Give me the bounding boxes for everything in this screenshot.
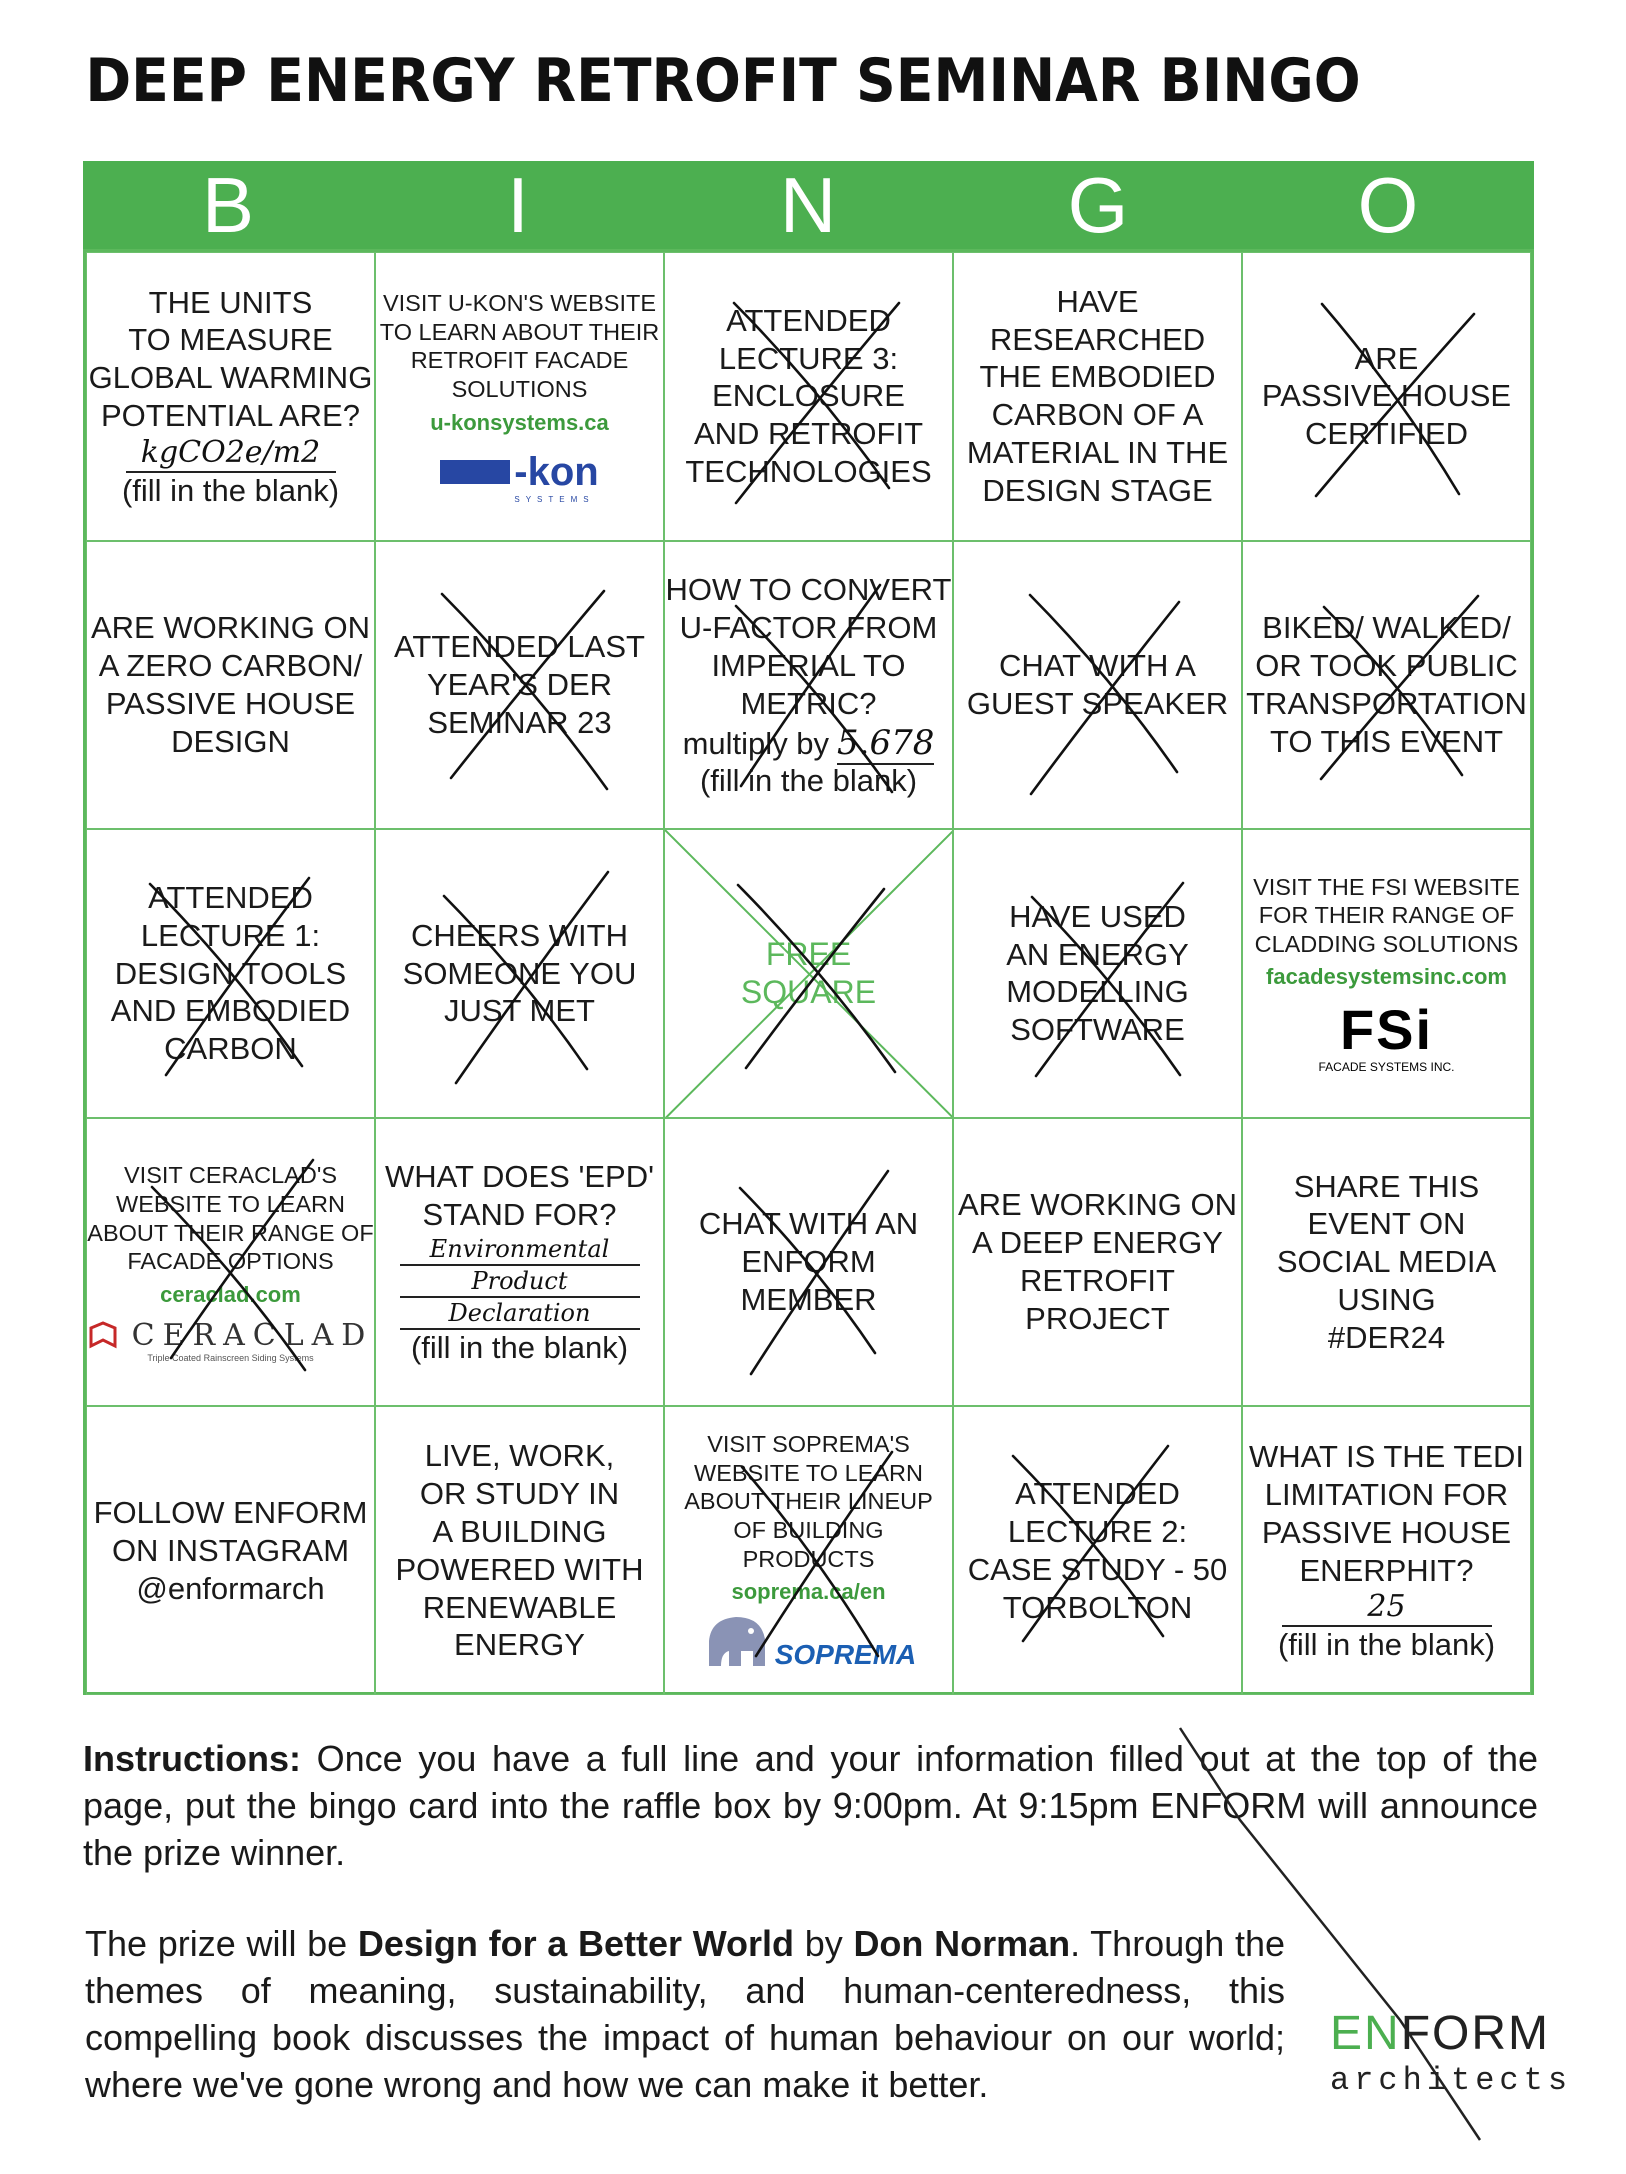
- sponsor-website-link[interactable]: u-konsystems.ca: [430, 409, 609, 435]
- header-letter-i: I: [507, 161, 529, 249]
- bingo-cell-n-3[interactable]: [664, 829, 953, 1118]
- cell-text: SHARE THIS EVENT ON SOCIAL MEDIA USING #DER24: [1276, 1168, 1497, 1355]
- fsi-logo: FSi: [1339, 998, 1434, 1062]
- ceraclad-logo: [88, 1318, 374, 1353]
- cell-text: THE UNITS TO MEASURE GLOBAL WARMING POTENTIAL ARE?: [88, 284, 373, 434]
- soprema-logo: [701, 1611, 917, 1671]
- prize-text: [85, 1920, 1285, 2108]
- bingo-cell-i-4[interactable]: [375, 1118, 664, 1407]
- bingo-cell-n-1[interactable]: [664, 252, 953, 541]
- bingo-cell-i-2[interactable]: [375, 541, 664, 830]
- bingo-cell-n-2[interactable]: [664, 541, 953, 830]
- prize-description: . Through the themes of meaning, sustainability, and human-centeredness, this compelling book discusses the impact of human behaviour on our world; where we've gone wrong and how we can make it better.: [85, 1923, 1286, 2105]
- cell-text: HAVE USED AN ENERGY MODELLING SOFTWARE: [1006, 898, 1189, 1048]
- cell-text: VISIT THE FSI WEBSITE FOR THEIR RANGE OF CLADDING SOLUTIONS: [1253, 873, 1520, 957]
- cell-text: WHAT DOES 'EPD' STAND FOR?: [384, 1159, 655, 1233]
- fill-in-the-blank-label: (fill in the blank): [1277, 1627, 1496, 1663]
- bingo-cell-b-4[interactable]: [86, 1118, 375, 1407]
- bingo-header: [83, 161, 1534, 249]
- cell-text: ATTENDED LECTURE 3: ENCLOSURE AND RETROFIT TECHNOLOGIES: [685, 302, 932, 490]
- cell-answer-handwritten[interactable]: 25: [1282, 1589, 1492, 1627]
- cell-text: ARE WORKING ON A DEEP ENERGY RETROFIT PROJECT: [957, 1187, 1237, 1336]
- cell-text: VISIT CERACLAD'S WEBSITE TO LEARN ABOUT THEIR RANGE OF FACADE OPTIONS: [87, 1162, 374, 1275]
- cell-answer-row: [683, 723, 935, 763]
- cell-answer-line-3[interactable]: Declaration: [400, 1298, 640, 1330]
- cell-text: HOW TO CONVERT U-FACTOR FROM IMPERIAL TO METRIC?: [665, 572, 952, 721]
- cell-text: ARE PASSIVE HOUSE CERTIFIED: [1261, 340, 1512, 452]
- bingo-cell-g-5[interactable]: [953, 1406, 1242, 1695]
- elephant-icon: [701, 1611, 771, 1671]
- cell-text: CHEERS WITH SOMEONE YOU JUST MET: [402, 917, 637, 1029]
- bingo-grid: [83, 249, 1534, 1695]
- fill-in-the-blank-label: (fill in the blank): [121, 472, 340, 508]
- free-square-label: FREE SQUARE: [740, 936, 877, 1011]
- bingo-cell-i-5[interactable]: [375, 1406, 664, 1695]
- cell-answer-line-1[interactable]: Environmental: [400, 1234, 640, 1266]
- cell-answer-handwritten[interactable]: kgCO2e/m2: [126, 435, 336, 473]
- ceraclad-logo-sub: Triple Coated Rainscreen Siding Systems: [147, 1352, 314, 1363]
- cell-answer-handwritten[interactable]: 5.678: [837, 722, 935, 763]
- bingo-cell-b-2[interactable]: [86, 541, 375, 830]
- header-letter-b: B: [201, 161, 255, 249]
- bingo-cell-o-1[interactable]: [1242, 252, 1531, 541]
- bingo-cell-g-2[interactable]: [953, 541, 1242, 830]
- bingo-cell-b-1[interactable]: [86, 252, 375, 541]
- cell-text: CHAT WITH A GUEST SPEAKER: [966, 648, 1229, 721]
- bingo-cell-g-4[interactable]: [953, 1118, 1242, 1407]
- fill-in-the-blank-label: (fill in the blank): [410, 1329, 629, 1365]
- bingo-cell-b-3[interactable]: [86, 829, 375, 1118]
- cell-text: VISIT U-KON'S WEBSITE TO LEARN ABOUT THEIR RETROFIT FACADE SOLUTIONS: [379, 289, 660, 402]
- ukon-logo: [440, 450, 598, 495]
- bingo-cell-i-1[interactable]: [375, 252, 664, 541]
- bingo-cell-o-3[interactable]: [1242, 829, 1531, 1118]
- fsi-logo-sub: FACADE SYSTEMS INC.: [1318, 1060, 1455, 1075]
- cell-text: ATTENDED LECTURE 1: DESIGN TOOLS AND EMBODIED CARBON: [110, 879, 351, 1067]
- header-letter-g: G: [1067, 161, 1129, 249]
- bingo-cell-g-1[interactable]: [953, 252, 1242, 541]
- cell-text: ARE WORKING ON A ZERO CARBON/ PASSIVE HOUSE DESIGN: [90, 610, 370, 759]
- instructions-label: Instructions:: [83, 1738, 302, 1779]
- fill-in-the-blank-label: (fill in the blank): [699, 762, 918, 798]
- ceraclad-mark-icon: [88, 1320, 118, 1350]
- instructions: [83, 1735, 1538, 1876]
- enform-logo-en: EN: [1330, 2007, 1401, 2060]
- bingo-cell-b-5[interactable]: [86, 1406, 375, 1695]
- cell-text: ATTENDED LAST YEAR'S DER SEMINAR 23: [394, 629, 645, 740]
- cell-text: HAVE RESEARCHED THE EMBODIED CARBON OF A MATERIAL IN THE DESIGN STAGE: [966, 283, 1229, 508]
- sponsor-website-link[interactable]: facadesystemsinc.com: [1266, 964, 1507, 990]
- enform-logo-form: FORM: [1400, 2007, 1550, 2060]
- enform-logo-sub: architects: [1330, 2062, 1573, 2099]
- cell-text: BIKED/ WALKED/ OR TOOK PUBLIC TRANSPORTATION TO THIS EVENT: [1246, 610, 1527, 759]
- ceraclad-logo-word: CERACLAD: [131, 1317, 374, 1353]
- prize-book-title: Design for a Better World: [357, 1923, 795, 1964]
- cell-text: CHAT WITH AN ENFORM MEMBER: [698, 1206, 919, 1317]
- cell-text: WHAT IS THE TEDI LIMITATION FOR PASSIVE HOUSE ENERPHIT?: [1248, 1439, 1525, 1588]
- cell-answer-line-2[interactable]: Product: [400, 1266, 640, 1298]
- cell-text: ATTENDED LECTURE 2: CASE STUDY - 50 TORBOLTON: [967, 1476, 1228, 1625]
- bingo-cell-o-4[interactable]: [1242, 1118, 1531, 1407]
- cell-text: VISIT SOPREMA'S WEBSITE TO LEARN ABOUT THEIR LINEUP OF BUILDING PRODUCTS: [684, 1431, 933, 1572]
- ukon-logo-word: -kon: [514, 449, 599, 494]
- sponsor-website-link[interactable]: ceraclad.com: [160, 1281, 301, 1307]
- bingo-cell-n-5[interactable]: [664, 1406, 953, 1695]
- enform-logo: [1330, 2007, 1573, 2099]
- soprema-logo-word: SOPREMA: [774, 1639, 917, 1671]
- bingo-cell-o-5[interactable]: [1242, 1406, 1531, 1695]
- prize-intro: The prize will be: [85, 1923, 358, 1964]
- page-title: DEEP ENERGY RETROFIT SEMINAR BINGO: [85, 46, 1361, 116]
- bingo-cell-n-4[interactable]: [664, 1118, 953, 1407]
- bingo-cell-o-2[interactable]: [1242, 541, 1531, 830]
- cell-text: FOLLOW ENFORM ON INSTAGRAM @enformarch: [93, 1494, 368, 1606]
- sponsor-website-link[interactable]: soprema.ca/en: [731, 1579, 886, 1605]
- prize-by: by: [794, 1923, 854, 1964]
- instructions-text: Once you have a full line and your information filled out at the top of the page, put the bingo card into the raffle box by 9:00pm. At 9:15pm ENFORM will announce the prize winner.: [83, 1738, 1538, 1873]
- cell-answer-prefix: multiply by: [682, 725, 830, 761]
- ukon-logo-mark: [440, 460, 510, 484]
- bingo-cell-g-3[interactable]: [953, 829, 1242, 1118]
- ukon-logo-sub: SYSTEMS: [514, 494, 595, 504]
- header-letter-n: N: [779, 161, 837, 249]
- header-letter-o: O: [1357, 161, 1419, 249]
- free-square-cross-lines: [665, 830, 953, 1118]
- bingo-cell-i-3[interactable]: [375, 829, 664, 1118]
- cell-text: LIVE, WORK, OR STUDY IN A BUILDING POWERED WITH RENEWABLE ENERGY: [395, 1438, 644, 1663]
- prize-author: Don Norman: [853, 1923, 1071, 1964]
